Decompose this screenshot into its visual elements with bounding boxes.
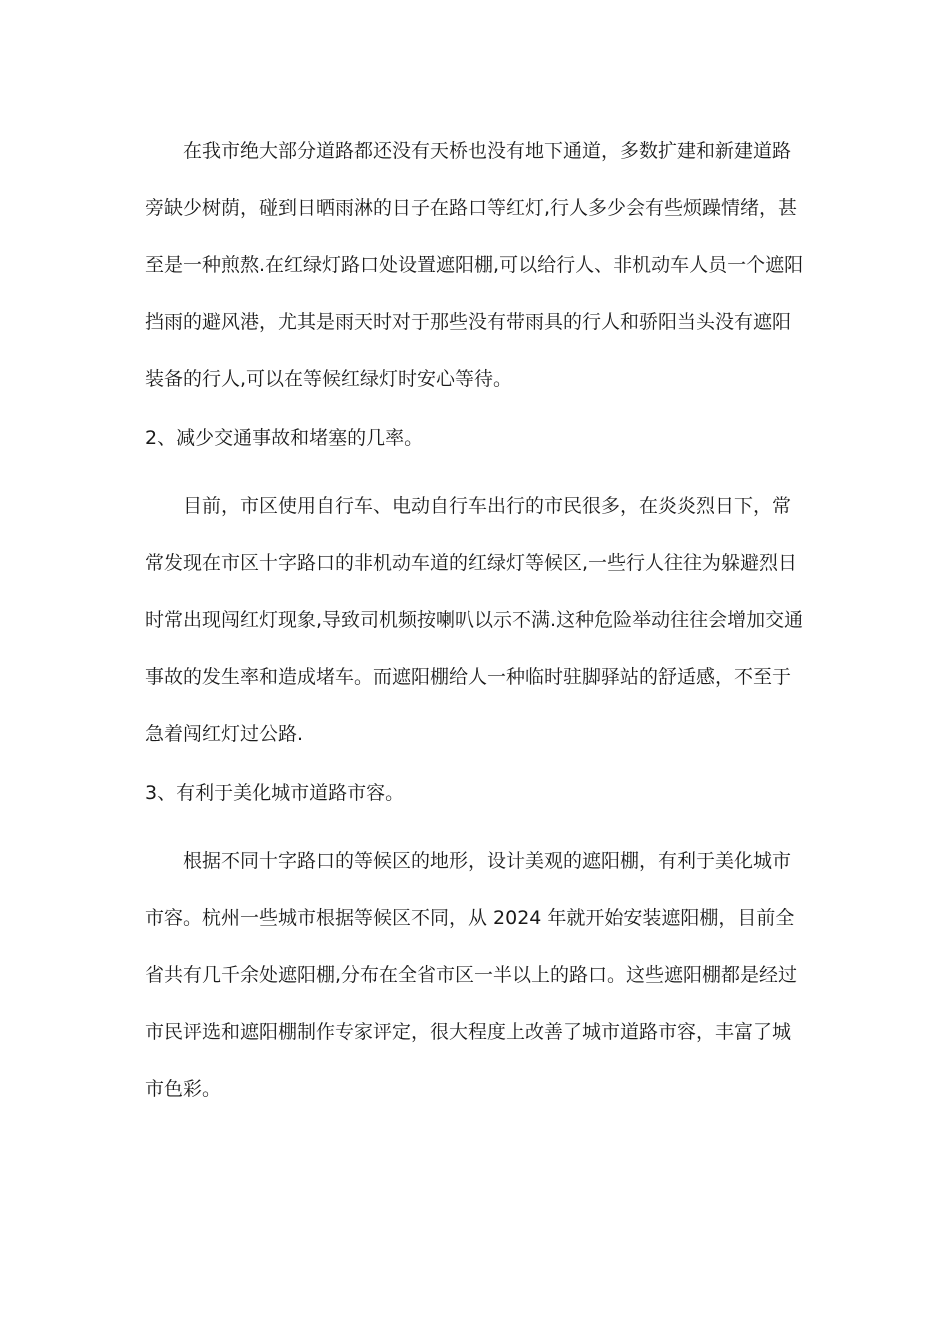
paragraph-3-line-4: 市民评选和遮阳棚制作专家评定，很大程度上改善了城市道路市容，丰富了城 — [145, 1021, 792, 1043]
paragraph-2-line-1: 目前，市区使用自行车、电动自行车出行的市民很多，在炎炎烈日下，常 — [183, 495, 792, 517]
paragraph-3-line-2: 市容。杭州一些城市根据等候区不同，从 2024 年就开始安装遮阳棚，目前全 — [145, 907, 795, 929]
paragraph-1-line-2: 旁缺少树荫，碰到日晒雨淋的日子在路口等红灯,行人多少会有些烦躁情绪，甚 — [145, 197, 798, 219]
section-heading-3: 3、有利于美化城市道路市容。 — [145, 782, 405, 804]
section-heading-2: 2、减少交通事故和堵塞的几率。 — [145, 427, 424, 449]
paragraph-2-line-4: 事故的发生率和造成堵车。而遮阳棚给人一种临时驻脚驿站的舒适感，不至于 — [145, 666, 792, 688]
paragraph-3-line-3: 省共有几千余处遮阳棚,分布在全省市区一半以上的路口。这些遮阳棚都是经过 — [145, 964, 798, 986]
paragraph-3-line-5: 市色彩。 — [145, 1078, 222, 1100]
paragraph-3-line-1: 根据不同十字路口的等候区的地形，设计美观的遮阳棚，有利于美化城市 — [183, 850, 792, 872]
paragraph-1-line-5: 装备的行人,可以在等候红绿灯时安心等待。 — [145, 368, 513, 390]
paragraph-1-line-1: 在我市绝大部分道路都还没有天桥也没有地下通道，多数扩建和新建道路 — [183, 140, 792, 162]
paragraph-1-line-4: 挡雨的避风港，尤其是雨天时对于那些没有带雨具的行人和骄阳当头没有遮阳 — [145, 311, 792, 333]
paragraph-2-line-2: 常发现在市区十字路口的非机动车道的红绿灯等候区,一些行人往往为躲避烈日 — [145, 552, 798, 574]
paragraph-1-line-3: 至是一种煎熬.在红绿灯路口处设置遮阳棚,可以给行人、非机动车人员一个遮阳 — [145, 254, 804, 276]
paragraph-2-line-5: 急着闯红灯过公路. — [145, 723, 304, 745]
paragraph-2-line-3: 时常出现闯红灯现象,导致司机频按喇叭以示不满.这种危险举动往往会增加交通 — [145, 609, 804, 631]
